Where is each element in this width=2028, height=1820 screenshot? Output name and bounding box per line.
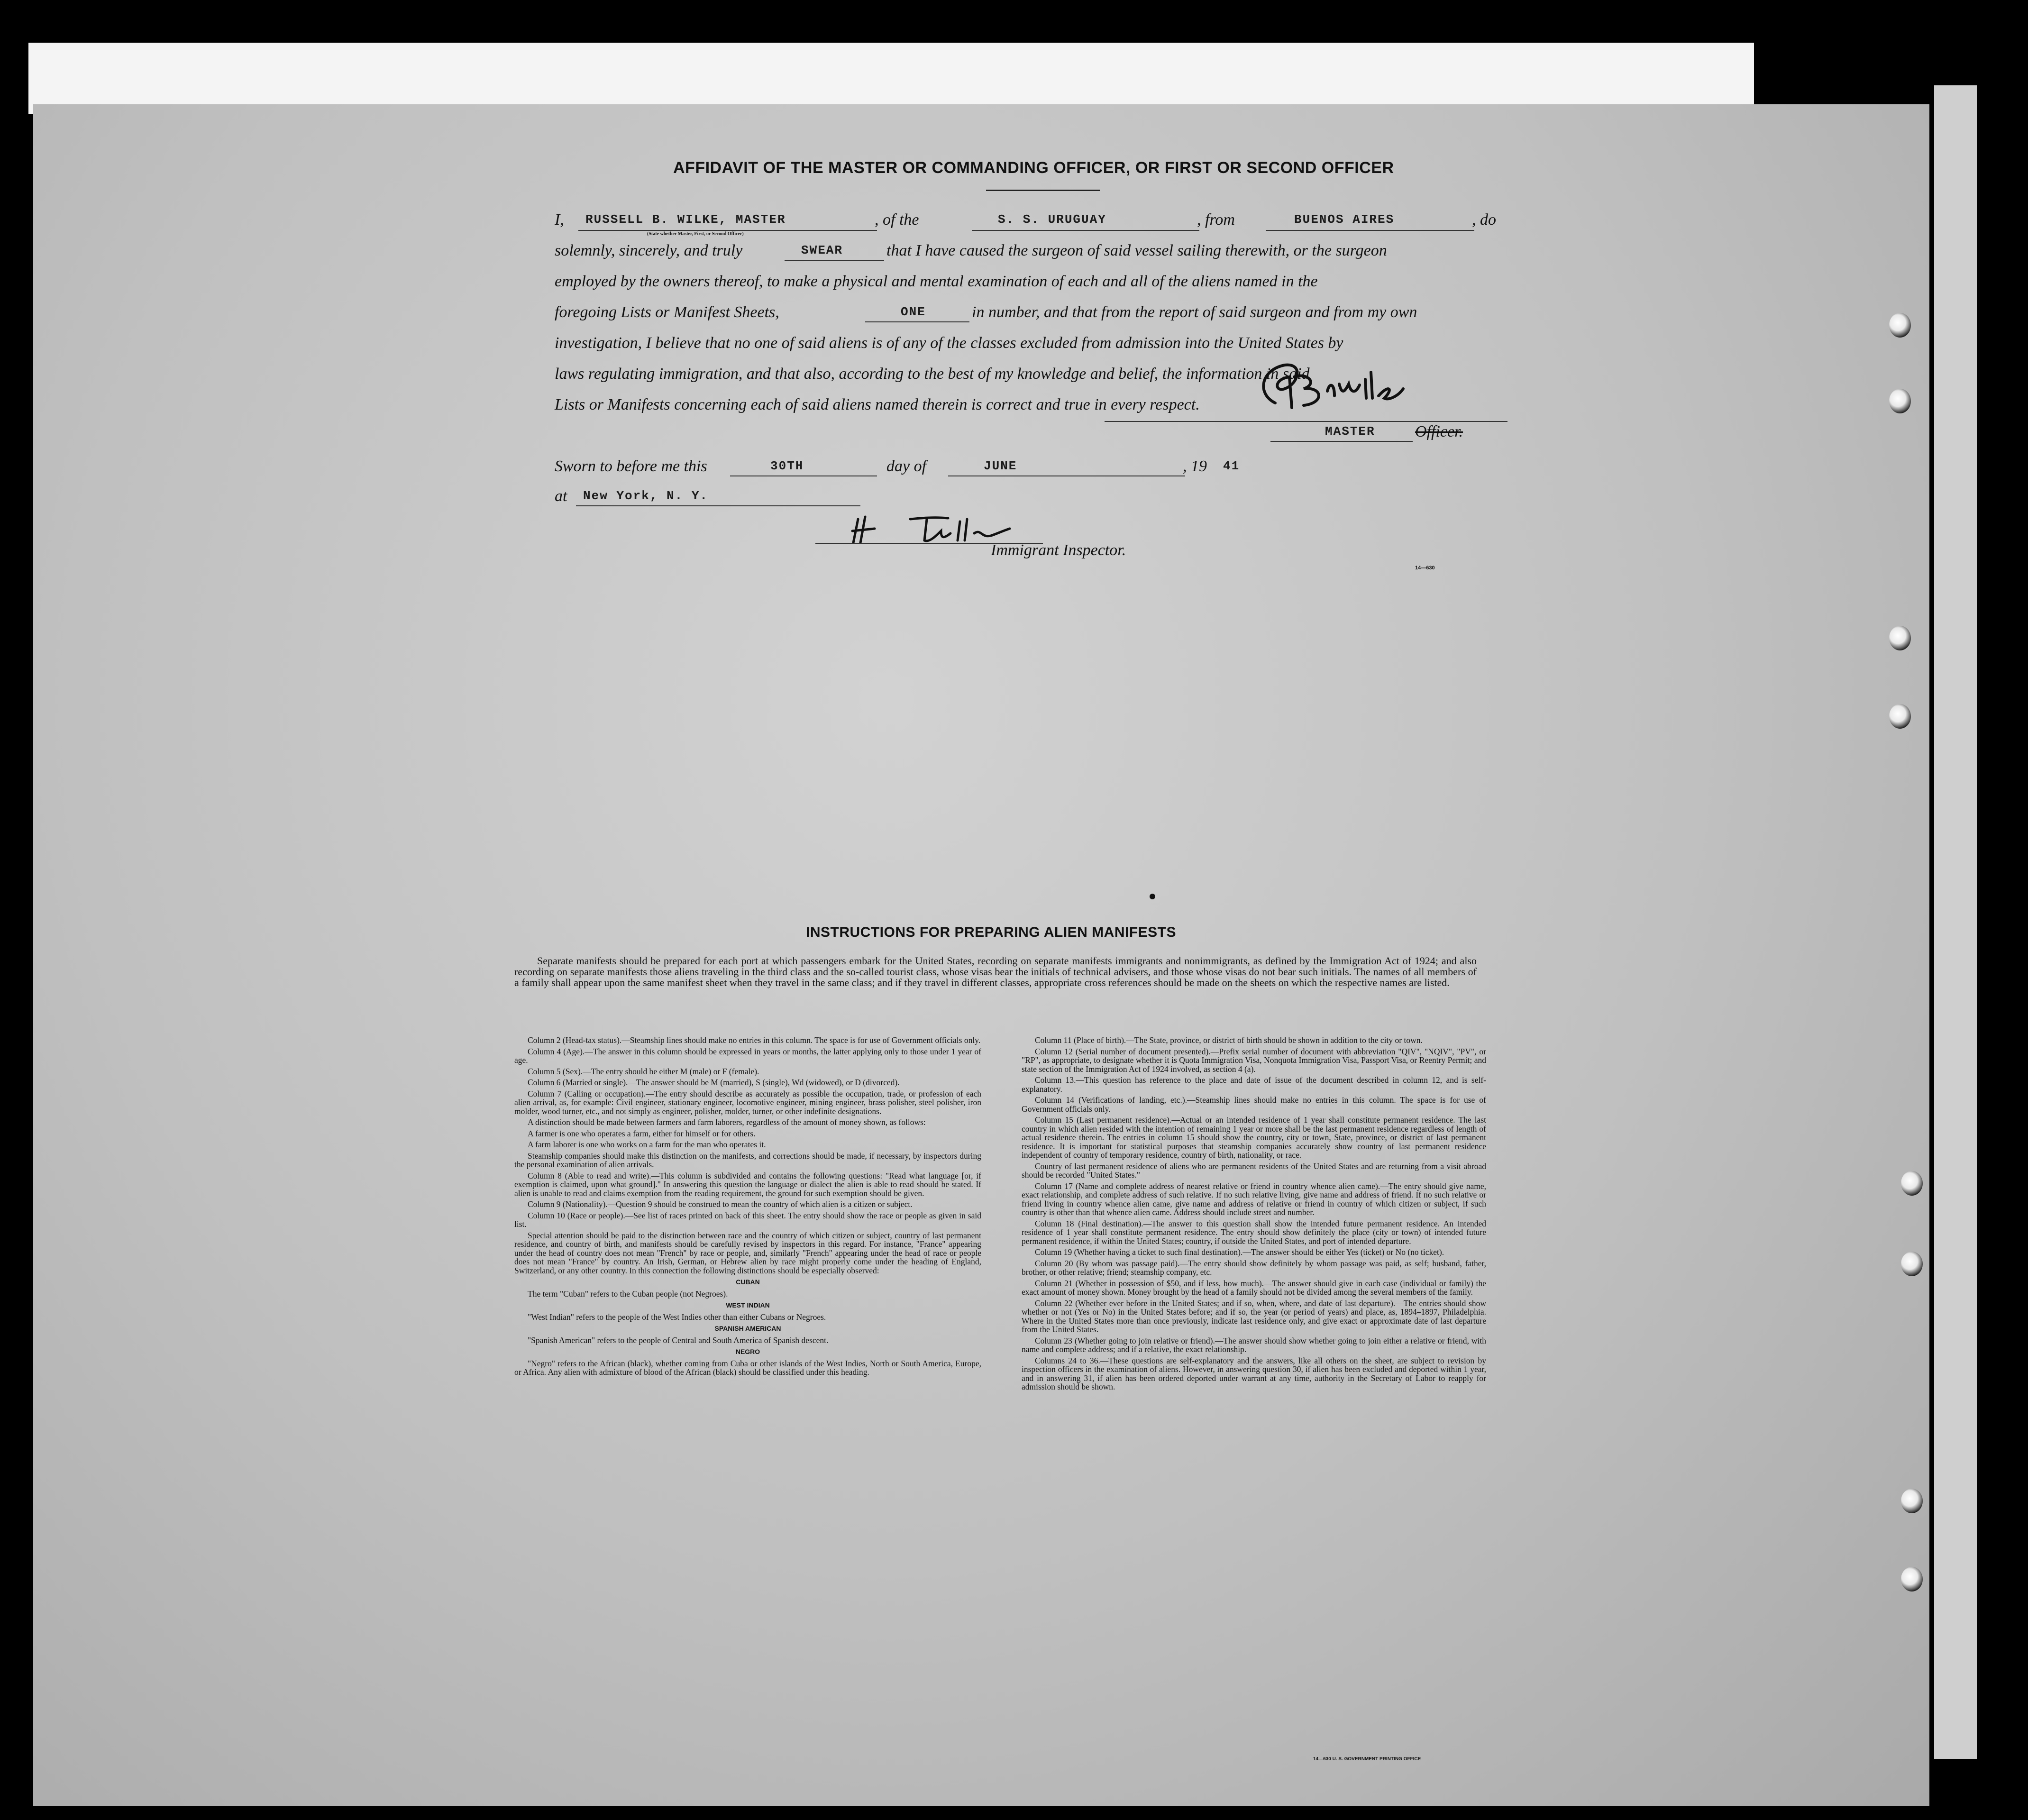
master-signature-line (1105, 421, 1507, 422)
right-para-6: Column 17 (Name and complete address of nearest relative or friend in country whence alien came).—The entry should give name, exact relationship, and complete address of such relative. If no such relative living, give name and address of friend. If no such relative or friend living in country whence alien came, give name and address of relative or friend in country of which citizen or subject, if such country is other than that whence alien came. Address should include street and number. (1022, 1181, 1486, 1217)
right-para-13: Columns 24 to 36.—These questions are self-explanatory and the answers, like all others on the sheet, are subject to revision by inspection officers in the examination of aliens. However, in answering question 30, if alien has been excluded and deported within 1 year, and in answering 31, if alien has been ordered deported under warrant at any time, authority in the Secretary of Labor to reapply for admission should be shown. (1022, 1355, 1486, 1391)
right-para-12: Column 23 (Whether going to join relative or friend).—The answer should show whether going to join either a relative or friend, with name and complete address; and if a relative, the exact relationship. (1022, 1335, 1486, 1354)
cuban-heading: CUBAN (736, 1278, 760, 1286)
form-number: 14—630 (1415, 565, 1435, 571)
printing-office-footer: 14—630 U. S. GOVERNMENT PRINTING OFFICE (1313, 1756, 1421, 1762)
right-para-5: Country of last permanent residence of aliens who are permanent residents of the United States and are returning from a visit abroad should be recorded "United States." (1022, 1161, 1486, 1180)
day-fill: 30TH (770, 459, 804, 473)
master-name-fill: RUSSELL B. WILKE, MASTER (585, 212, 786, 227)
spanish-american-para: "Spanish American" refers to the people of Central and South America of Spanish descent. (528, 1335, 829, 1345)
punch-hole-4 (1889, 704, 1911, 729)
instructions-right-column (1022, 1036, 1486, 1394)
aff-line6: laws regulating immigration, and that also, according to the best of my knowledge and belief, the information in said (555, 365, 1310, 383)
cuban-para: The term "Cuban" refers to the Cuban people (not Negroes). (528, 1289, 728, 1299)
place-line (576, 505, 860, 506)
left-para-4: Column 7 (Calling or occupation).—The entry should describe as accurately as possible the occupation, trade, or profession of each alien arrival, as, for example: Civil engineer, stationary engineer, locomotive engineer, mining engineer, brass polisher, steel polisher, iron molder, wood turner, etc., and not simply as engineer, polisher, molder, turner, or other indefinite designations. (514, 1088, 981, 1116)
left-para-8: Steamship companies should make this distinction on the manifests, and corrections should be made, if necessary, by inspectors during the personal examination of alien arrivals. (514, 1151, 981, 1169)
right-para-4: Column 15 (Last permanent residence).—Actual or an intended residence of 1 year shall constitute permanent residence. The last country in which alien resided with the intention of remaining 1 year or more shall be the last permanent residence regardless of length of actual residence therein. The entries in column 15 should show the country, city or town, State, province, or district of last permanent residence. It is important for statistical purposes that steamship companies accurately show country of last permanent residence independent of country of temporary residence, country of birth, nationality, or race. (1022, 1115, 1486, 1160)
left-para-12: Special attention should be paid to the distinction between race and the country of which citizen or subject, country of last permanent residence, and country of birth, and manifests should be carefully revised by inspectors in this regard. For instance, "France" appearing under the head of country does not mean "French" by race or people, and, similarly "French" appearing under the head of race or people does not mean "France" by country. An Irish, German, or Hebrew alien by race might properly come under the heading of England, Switzerland, or any other country. In this connection the following distinctions should be especially observed: (514, 1230, 981, 1275)
right-para-7: Column 18 (Final destination).—The answer to this question shall show the intended future permanent residence. An intended residence of 1 year shall constitute permanent residence. The entry should show definitely the place (city or town) of intended future permanent residence, if within the United States; country, if outside the United States, and port of intended departure. (1022, 1218, 1486, 1246)
right-para-0: Column 11 (Place of birth).—The State, province, or district of birth should be shown in addition to the city or town. (1035, 1035, 1423, 1045)
year-fill: 41 (1223, 459, 1240, 473)
negro-para: "Negro" refers to the African (black), whether coming from Cuba or other islands of the West Indies, North or South America, Europe, or Africa. Any alien with admixture of blood of the African (black) should be classified under this heading. (514, 1358, 981, 1377)
officer-label: Officer. (1415, 423, 1463, 440)
left-para-2: Column 5 (Sex).—The entry should be either M (male) or F (female). (528, 1066, 759, 1076)
right-para-8: Column 19 (Whether having a ticket to such final destination).—The answer should be either Yes (ticket) or No (no ticket). (1035, 1247, 1444, 1257)
aff-line2b: that I have caused the surgeon of said vessel sailing therewith, or the surgeon (886, 242, 1387, 259)
master-signature (1247, 351, 1470, 417)
sworn-b: day of (886, 457, 927, 475)
aff-of-the: , of the (875, 211, 919, 229)
master-name-note: (State whether Master, First, or Second Officer) (647, 231, 744, 237)
place-fill: New York, N. Y. (583, 489, 709, 503)
right-para-3: Column 14 (Verifications of landing, etc.).—Steamship lines should make no entries in this column. The space is for use of Government officials only. (1022, 1095, 1486, 1114)
punch-hole-5 (1901, 1171, 1923, 1196)
right-para-11: Column 22 (Whether ever before in the United States; and if so, when, where, and date of last departure).—The entries should show whether or not (Yes or No) in the United States before; and if so, the year (or period of years) and place, as, 1894–1897, Philadelphia. Where in the United States more than once previously, indicate last residence only, and give exact or approximate date of last departure from the United States. (1022, 1298, 1486, 1334)
aff-line5: investigation, I believe that no one of said aliens is of any of the classes excluded from admission into the United States by (555, 334, 1343, 352)
aff-line2a: solemnly, sincerely, and truly (555, 242, 743, 259)
left-para-5: A distinction should be made between farmers and farm laborers, regardless of the amount of money shown, as follows: (528, 1117, 926, 1127)
instructions-title: INSTRUCTIONS FOR PREPARING ALIEN MANIFESTS (806, 924, 1177, 940)
officer-fill: MASTER (1325, 424, 1375, 439)
aff-line3: employed by the owners thereof, to make a physical and mental examination of each and all of the aliens named in the (555, 273, 1318, 290)
aff-i: I, (555, 211, 564, 229)
aff-do: , do (1472, 211, 1496, 229)
instructions-intro-text: Separate manifests should be prepared for each port at which passengers embark for the United States, recording on separate manifests immigrants and nonimmigrants, as defined by the Immigration Act of 1924; and also recording on separate manifests those aliens traveling in the third class and the so-called tourist class, whose visas bear the initials of technical advisers, and those whose visas do not bear such initials. The names of all members of a family shall appear upon the same manifest sheet when they travel in the same class; and if they travel in different classes, appropriate cross references should be made on the sheets on which the respective names are listed. (514, 955, 1477, 988)
punch-hole-2 (1889, 389, 1911, 413)
punch-hole-6 (1901, 1252, 1923, 1276)
punch-hole-1 (1889, 313, 1911, 338)
at-label: at (555, 487, 567, 505)
sheets-fill: ONE (901, 305, 926, 319)
instructions-left-column (514, 1036, 981, 1379)
swear-fill: SWEAR (801, 243, 843, 257)
left-para-1: Column 4 (Age).—The answer in this column should be expressed in years or months, the latter applying only to those under 1 year of age. (514, 1046, 981, 1065)
right-para-1: Column 12 (Serial number of document presented).—Prefix serial number of document with abbreviation "QIV", "NQIV", "PV", or "RP", as appropriate, to designate whether it is Quota Immigration Visa, Nonquota Immigration Visa, Passport Visa, or Reentry Permit; and state section of the Immigration Act of 1924 involved, as section 4 (a). (1022, 1046, 1486, 1074)
back-sheet-top (28, 43, 1754, 114)
right-para-9: Column 20 (By whom was passage paid).—The entry should show definitely by whom passage was paid, as self; husband, father, brother, or other relative; friend; steamship company, etc. (1022, 1258, 1486, 1277)
left-para-9: Column 8 (Able to read and write).—This column is subdivided and contains the following questions: "Read what language [or, if exemption is claimed, upon what ground]." In answering this question the language or dialect the alien is able to read should be stated. If alien is unable to read and claims exemption from the reading requirement, the ground for such exemption should be given. (514, 1171, 981, 1198)
year-prefix: , 19 (1183, 457, 1207, 475)
west-indian-para: "West Indian" refers to the people of the West Indies other than either Cubans or Negroes. (528, 1312, 826, 1322)
port-line (1266, 230, 1474, 231)
left-para-10: Column 9 (Nationality).—Question 9 should be construed to mean the country of which alien is a citizen or subject. (528, 1199, 913, 1209)
negro-heading: NEGRO (735, 1348, 760, 1355)
aff-from: , from (1197, 211, 1235, 229)
right-para-2: Column 13.—This question has reference to the place and date of issue of the document described in column 12, and is self-explanatory. (1022, 1075, 1486, 1094)
title-rule (986, 190, 1100, 191)
manifest-page (33, 104, 1929, 1806)
left-para-11: Column 10 (Race or people).—See list of races printed on back of this sheet. The entry should show the race or people as given in said list. (514, 1210, 981, 1229)
aff-line4b: in number, and that from the report of said surgeon and from my own (972, 303, 1417, 321)
left-para-6: A farmer is one who operates a farm, either for himself or for others. (528, 1128, 756, 1138)
swear-line (785, 260, 884, 261)
vessel-fill: S. S. URUGUAY (998, 212, 1106, 227)
aff-line4a: foregoing Lists or Manifest Sheets, (555, 303, 779, 321)
punch-hole-8 (1901, 1567, 1923, 1591)
left-para-0: Column 2 (Head-tax status).—Steamship lines should make no entries in this column. The space is for use of Government officials only. (528, 1035, 981, 1045)
port-fill: BUENOS AIRES (1294, 212, 1395, 227)
instructions-intro (514, 955, 1477, 988)
inspector-label: Immigrant Inspector. (991, 541, 1126, 559)
affidavit-title: AFFIDAVIT OF THE MASTER OR COMMANDING OFFICER, OR FIRST OR SECOND OFFICER (673, 159, 1394, 177)
aff-line7: Lists or Manifests concerning each of said aliens named therein is correct and true in every respect. (555, 396, 1200, 413)
month-fill: JUNE (984, 459, 1017, 473)
back-sheet-edge-right (1934, 85, 1977, 1759)
left-para-7: A farm laborer is one who works on a farm for the man who operates it. (528, 1140, 766, 1149)
punch-hole-7 (1901, 1489, 1923, 1513)
spanish-american-heading: SPANISH AMERICAN (714, 1325, 781, 1332)
ink-dot (1150, 894, 1155, 899)
sworn-a: Sworn to before me this (555, 457, 707, 475)
vessel-line (972, 230, 1199, 231)
punch-hole-3 (1889, 626, 1911, 650)
sheets-line (865, 321, 969, 322)
left-para-3: Column 6 (Married or single).—The answer should be M (married), S (single), Wd (widowed), or D (divorced). (528, 1078, 900, 1087)
right-para-10: Column 21 (Whether in possession of $50, and if less, how much).—The answer should give in each case (individual or family) the exact amount of money shown. Money brought by the head of a family should not be divided among the several members of the family. (1022, 1278, 1486, 1297)
west-indian-heading: WEST INDIAN (726, 1301, 770, 1309)
officer-line (1270, 441, 1413, 442)
master-name-line (578, 230, 877, 231)
